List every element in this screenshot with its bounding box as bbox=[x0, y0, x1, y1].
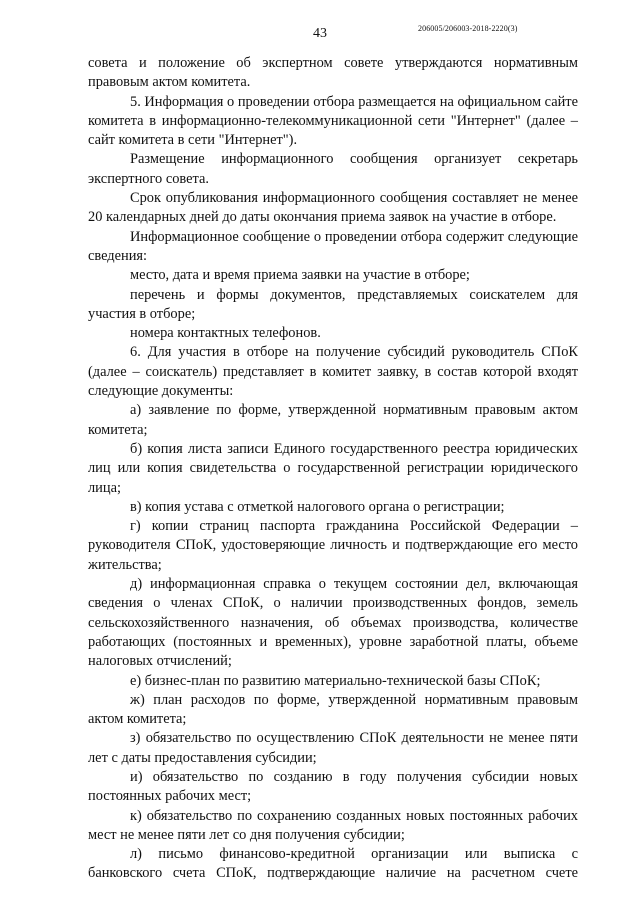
document-code: 206005/206003-2018-2220(3) bbox=[418, 24, 518, 33]
paragraph-item-5: 5. Информация о проведении отбора размещается на официальном сайте комитета в информационно-телекоммуникационной сети "Интернет" (далее – сайт комитета в сети "Интернет"). bbox=[88, 93, 578, 149]
paragraph-info-placement: Размещение информационного сообщения организует секретарь экспертного совета. bbox=[88, 151, 578, 187]
paragraph-info-contents: Информационное сообщение о проведении отбора содержит следующие сведения: bbox=[88, 228, 578, 264]
list-item-b: б) копия листа записи Единого государственного реестра юридических лиц или копия свидетельства о государственной регистрации юридического лица; bbox=[88, 440, 578, 496]
list-item-a: а) заявление по форме, утвержденной нормативным правовым актом комитета; bbox=[88, 402, 578, 438]
list-item-l: л) письмо финансово-кредитной организации или выписка с банковского счета СПоК, подтверждающие наличие на расчетном счете bbox=[88, 846, 578, 882]
list-item-d: д) информационная справка о текущем состоянии дел, включающая сведения о членах СПоК, о наличии производственных фондов, земель сельскохозяйственного назначения, об объемах производства, количестве работающих (постоянных и временных), уровне заработной платы, объеме налоговых отчислений; bbox=[88, 576, 578, 670]
document-body bbox=[88, 54, 578, 884]
paragraph-publication-term: Срок опубликования информационного сообщения составляет не менее 20 календарных дней до даты окончания приема заявок на участие в отборе. bbox=[88, 190, 578, 226]
list-item-i: и) обязательство по созданию в году получения субсидии новых постоянных рабочих мест; bbox=[88, 768, 578, 805]
page-number: 43 bbox=[313, 26, 327, 41]
list-item-zh: ж) план расходов по форме, утвержденной нормативным правовым актом комитета; bbox=[88, 691, 578, 728]
list-item-documents: перечень и формы документов, представляемых соискателем для участия в отборе; bbox=[88, 286, 578, 322]
list-item-k: к) обязательство по сохранению созданных новых постоянных рабочих мест не менее пяти лет со дня получения субсидии; bbox=[88, 807, 578, 843]
list-item-v: в) копия устава с отметкой налогового органа о регистрации; bbox=[130, 498, 505, 515]
paragraph-item-6: 6. Для участия в отборе на получение субсидий руководитель СПоК (далее – соискатель) представляет в комитет заявку, в состав которой входят следующие документы: bbox=[88, 344, 578, 400]
list-item-phones: номера контактных телефонов. bbox=[130, 325, 321, 342]
list-item-z: з) обязательство по осуществлению СПоК деятельности не менее пяти лет с даты предоставления субсидии; bbox=[88, 730, 578, 766]
list-item-place-date: место, дата и время приема заявки на участие в отборе; bbox=[130, 267, 470, 284]
list-item-g: г) копии страниц паспорта гражданина Российской Федерации – руководителя СПоК, удостоверяющие личность и подтверждающие его место жительства; bbox=[88, 518, 578, 573]
paragraph-continuation: совета и положение об экспертном совете утверждаются нормативным правовым актом комитета. bbox=[88, 55, 578, 91]
list-item-e: е) бизнес-план по развитию материально-технической базы СПоК; bbox=[130, 672, 541, 689]
